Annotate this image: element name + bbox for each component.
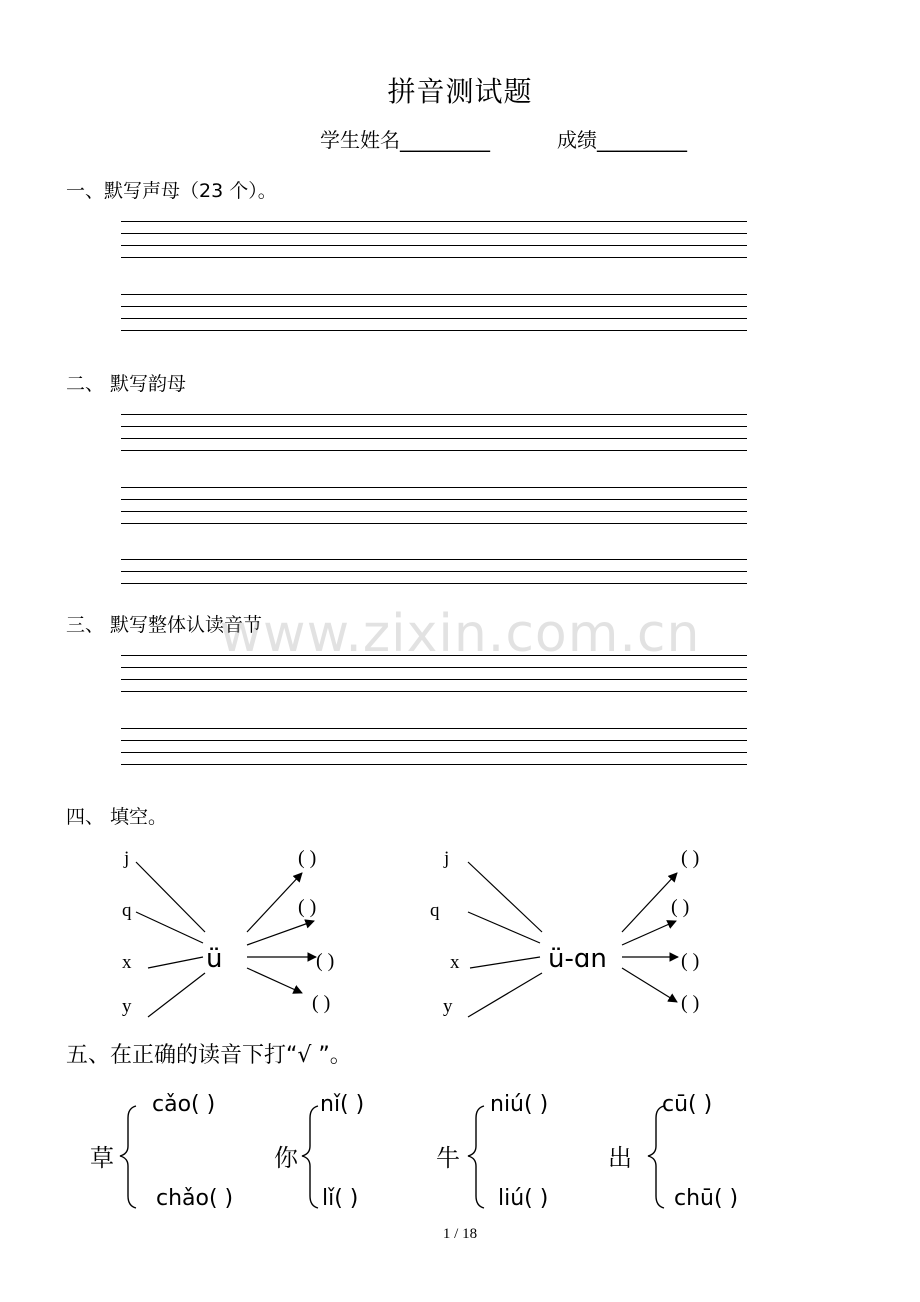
- center-final-uan: ü-ɑn: [548, 944, 607, 974]
- letter-y: y: [122, 996, 132, 1017]
- section-2-title: 二、 默写韵母: [66, 373, 187, 395]
- section-4-title: 四、 填空。: [66, 806, 168, 828]
- choice-cao-top[interactable]: cǎo( ): [152, 1092, 216, 1117]
- answer-blank-2[interactable]: ( ): [298, 896, 317, 918]
- section-1-title: 一、默写声母（23 个）。: [66, 180, 277, 202]
- char-niu: 牛: [436, 1144, 460, 1172]
- letter-q: q: [122, 900, 132, 921]
- student-name-field[interactable]: 学生姓名_________: [320, 128, 490, 152]
- line-j-to-uan: [468, 862, 542, 932]
- line-j-to-u: [136, 862, 205, 932]
- line-q-to-u: [136, 912, 203, 943]
- score-field[interactable]: 成绩_________: [557, 128, 687, 152]
- choice-chu-top[interactable]: cū( ): [662, 1092, 713, 1117]
- line-y-to-u: [148, 973, 205, 1017]
- letter-x: x: [122, 952, 132, 973]
- watermark: www.zixin.com.cn: [219, 604, 701, 664]
- choice-niu-top[interactable]: niú( ): [490, 1092, 549, 1117]
- choice-cao-bottom[interactable]: chǎo( ): [156, 1186, 234, 1211]
- letter-q-right: q: [430, 900, 440, 921]
- center-vowel-u: ü: [206, 944, 223, 974]
- page-number: 1 / 18: [442, 1226, 478, 1242]
- char-cao: 草: [90, 1144, 114, 1172]
- section-5-title: 五、在正确的读音下打“√ ”。: [66, 1043, 352, 1068]
- answer-blank-8[interactable]: ( ): [681, 992, 700, 1014]
- line-x-to-uan: [470, 957, 540, 968]
- answer-blank-6[interactable]: ( ): [671, 896, 690, 918]
- page-title: 拼音测试题: [387, 75, 533, 108]
- char-chu: 出: [608, 1144, 632, 1172]
- answer-blank-3[interactable]: ( ): [316, 950, 335, 972]
- answer-blank-1[interactable]: ( ): [298, 847, 317, 869]
- letter-y-right: y: [443, 996, 453, 1017]
- choice-niu-bottom[interactable]: liú( ): [498, 1186, 549, 1211]
- choice-ni-bottom[interactable]: lǐ( ): [322, 1186, 359, 1211]
- arrow-uan-2: [622, 921, 676, 945]
- choice-ni-top[interactable]: nǐ( ): [320, 1092, 365, 1117]
- letter-x-right: x: [450, 952, 460, 973]
- answer-blank-5[interactable]: ( ): [681, 847, 700, 869]
- line-x-to-u: [148, 957, 203, 968]
- brace-chu: [648, 1106, 664, 1208]
- answer-blank-7[interactable]: ( ): [681, 950, 700, 972]
- letter-j-right: j: [444, 848, 450, 869]
- arrow-u-1: [247, 873, 302, 932]
- line-y-to-uan: [468, 973, 542, 1017]
- answer-blank-4[interactable]: ( ): [312, 992, 331, 1014]
- arrow-uan-1: [622, 873, 677, 932]
- line-q-to-uan: [468, 912, 540, 943]
- brace-ni: [302, 1106, 318, 1208]
- arrow-u-2: [247, 921, 314, 945]
- arrow-u-4: [247, 968, 302, 993]
- char-ni: 你: [274, 1144, 298, 1172]
- brace-cao: [120, 1106, 136, 1208]
- section-3-title: 三、 默写整体认读音节: [66, 614, 263, 636]
- brace-niu: [468, 1106, 484, 1208]
- choice-chu-bottom[interactable]: chū( ): [674, 1186, 739, 1211]
- letter-j: j: [124, 848, 130, 869]
- arrow-uan-4: [622, 968, 677, 1002]
